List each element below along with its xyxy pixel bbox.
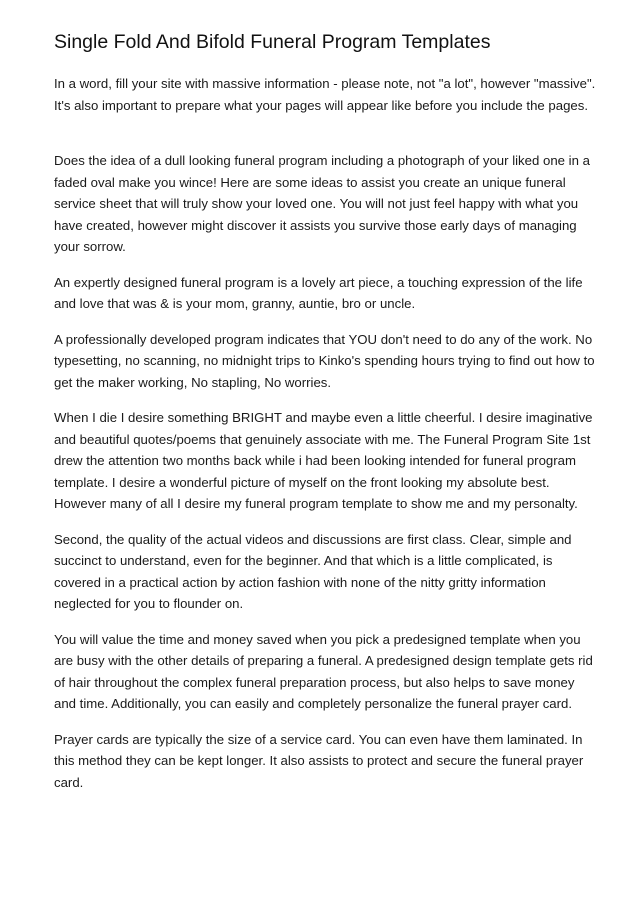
paragraph-1: In a word, fill your site with massive information - please note, not "a lot", however "massive". It's also important to prepare what your pages will appear like before you include the pages. [54, 76, 596, 113]
paragraph-4: A professionally developed program indicates that YOU don't need to do any of the work. No typesetting, no scanning, no midnight trips to Kinko's spending hours trying to find out how to get the maker working, No stapling, No worries. [54, 331, 595, 390]
paragraph-6: Second, the quality of the actual videos and discussions are first class. Clear, simple and succinct to understand, even for the beginner. And that which is a little complicated, is covered in a practical action by action fashion with none of the nitty gritty information neglected for you to flounder on. [54, 531, 572, 611]
paragraph-5: When I die I desire something BRIGHT and maybe even a little cheerful. I desire imaginative and beautiful quotes/poems that genuinely associate with me. The Funeral Program Site 1st drew the attention two months back while i had been looking intended for funeral program template. I desire a wonderful picture of myself on the front looking my absolute best. However many of all I desire my funeral program template to show me and my personalty. [54, 410, 593, 511]
document-title: Single Fold And Bifold Funeral Program Templates [54, 31, 491, 53]
paragraph-8: Prayer cards are typically the size of a service card. You can even have them laminated. In this method they can be kept longer. It also assists to protect and secure the funeral prayer card. [54, 731, 584, 790]
document-body [54, 73, 598, 793]
paragraph-3: An expertly designed funeral program is a lovely art piece, a touching expression of the life and love that was & is your mom, granny, auntie, bro or uncle. [54, 274, 583, 311]
paragraph-2: Does the idea of a dull looking funeral program including a photograph of your liked one in a faded oval make you wince! Here are some ideas to assist you create an unique funeral service sheet that will truly show your loved one. You will not just feel happy with what you have created, however might discover it assists you survive those early days of managing your sorrow. [54, 153, 590, 254]
paragraph-7: You will value the time and money saved when you pick a predesigned template when you are busy with the other details of preparing a funeral. A predesigned design template gets rid of hair throughout the complex funeral preparation process, but also helps to save money and time. Additionally, you can easily and completely personalize the funeral prayer card. [54, 631, 593, 711]
